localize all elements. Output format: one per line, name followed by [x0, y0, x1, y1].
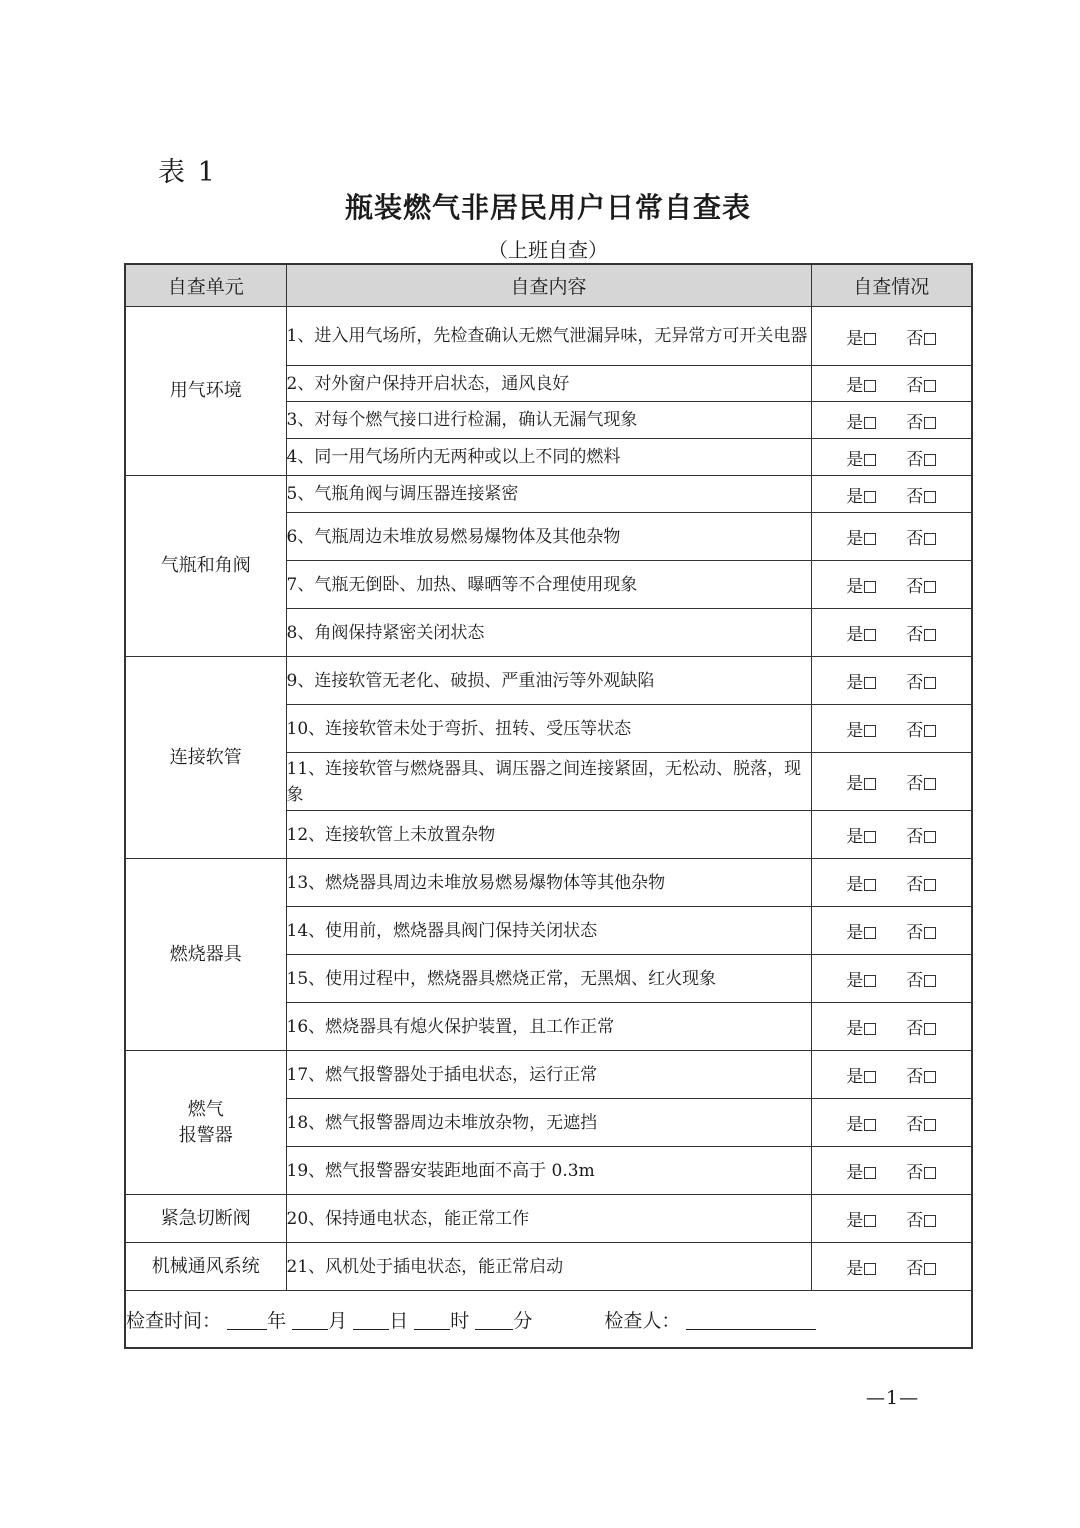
yes-label: 是: [846, 328, 864, 349]
item-text: 19、燃气报警器安装距地面不高于 0.3m: [286, 1147, 811, 1195]
day-blank[interactable]: [353, 1309, 389, 1330]
footer-row: [125, 1291, 972, 1349]
item-text: 5、气瓶角阀与调压器连接紧密: [286, 476, 811, 513]
no-checkbox[interactable]: [924, 1119, 936, 1131]
item-text: 14、使用前，燃烧器具阀门保持关闭状态: [286, 907, 811, 955]
item-text: 9、连接软管无老化、破损、严重油污等外观缺陷: [286, 657, 811, 705]
month-label: 月: [328, 1309, 348, 1332]
no-label: 否: [906, 1019, 924, 1039]
yes-label: 是: [846, 673, 864, 693]
year-blank[interactable]: [227, 1309, 267, 1330]
no-label: 否: [906, 1163, 924, 1183]
yes-label: 是: [846, 449, 864, 470]
yes-label: 是: [846, 412, 864, 433]
item-text: 10、连接软管未处于弯折、扭转、受压等状态: [286, 705, 811, 753]
yes-checkbox[interactable]: [864, 879, 876, 891]
self-check-table: [124, 263, 973, 1349]
minute-blank[interactable]: [475, 1309, 513, 1330]
no-checkbox[interactable]: [924, 831, 936, 843]
item-text: 17、燃气报警器处于插电状态，运行正常: [286, 1051, 811, 1099]
yes-checkbox[interactable]: [864, 533, 876, 545]
document-subtitle: （上班自查）: [488, 238, 608, 262]
no-checkbox[interactable]: [924, 725, 936, 737]
yes-checkbox[interactable]: [864, 1119, 876, 1131]
yes-label: 是: [846, 721, 864, 741]
yes-label: 是: [846, 774, 864, 794]
no-checkbox[interactable]: [924, 581, 936, 593]
no-label: 否: [906, 486, 924, 507]
yes-checkbox[interactable]: [864, 380, 876, 392]
item-text: 11、连接软管与燃烧器具、调压器之间连接紧固，无松动、脱落，现象: [286, 753, 811, 811]
yes-checkbox[interactable]: [864, 725, 876, 737]
yes-label: 是: [846, 827, 864, 847]
no-label: 否: [906, 827, 924, 847]
no-label: 否: [906, 923, 924, 943]
yes-label: 是: [846, 1259, 864, 1279]
item-text: 8、角阀保持紧密关闭状态: [286, 609, 811, 657]
yes-checkbox[interactable]: [864, 1023, 876, 1035]
item-text: 2、对外窗户保持开启状态，通风良好: [286, 366, 811, 402]
yes-label: 是: [846, 923, 864, 943]
yes-checkbox[interactable]: [864, 333, 876, 345]
item-text: 7、气瓶无倒卧、加热、曝晒等不合理使用现象: [286, 561, 811, 609]
unit-cell: 机械通风系统: [125, 1243, 286, 1291]
no-checkbox[interactable]: [924, 975, 936, 987]
item-text: 21、风机处于插电状态，能正常启动: [286, 1243, 811, 1291]
inspector-label: 检查人：: [604, 1309, 681, 1332]
no-label: 否: [906, 1259, 924, 1279]
yes-checkbox[interactable]: [864, 1263, 876, 1275]
yes-label: 是: [846, 1115, 864, 1135]
no-label: 否: [906, 625, 924, 645]
unit-cell: 连接软管: [125, 657, 286, 859]
header-content: 自查内容: [286, 264, 811, 307]
yes-label: 是: [846, 376, 864, 396]
day-label: 日: [389, 1309, 409, 1332]
no-checkbox[interactable]: [924, 1167, 936, 1179]
no-label: 否: [906, 376, 924, 396]
no-checkbox[interactable]: [924, 380, 936, 392]
unit-cell: [125, 1051, 286, 1195]
item-text: 1、进入用气场所，先检查确认无燃气泄漏异味，无异常方可开关电器: [286, 307, 811, 366]
item-text: 6、气瓶周边未堆放易燃易爆物体及其他杂物: [286, 513, 811, 561]
yes-checkbox[interactable]: [864, 1215, 876, 1227]
item-text: 4、同一用气场所内无两种或以上不同的燃料: [286, 439, 811, 476]
no-label: 否: [906, 774, 924, 794]
header-status: 自查情况: [811, 264, 972, 307]
yes-checkbox[interactable]: [864, 454, 876, 466]
yes-label: 是: [846, 971, 864, 991]
no-checkbox[interactable]: [924, 1071, 936, 1083]
yes-checkbox[interactable]: [864, 975, 876, 987]
no-label: 否: [906, 412, 924, 433]
no-label: 否: [906, 1115, 924, 1135]
year-label: 年: [267, 1309, 287, 1332]
yes-label: 是: [846, 1019, 864, 1039]
yes-checkbox[interactable]: [864, 629, 876, 641]
no-label: 否: [906, 529, 924, 549]
yes-label: 是: [846, 875, 864, 895]
table-label: 表 1: [158, 157, 217, 188]
yes-label: 是: [846, 1211, 864, 1231]
no-checkbox[interactable]: [924, 629, 936, 641]
no-checkbox[interactable]: [924, 927, 936, 939]
no-checkbox[interactable]: [924, 491, 936, 503]
header-row: [125, 264, 972, 307]
unit-line: 报警器: [178, 1124, 233, 1146]
yes-label: 是: [846, 1067, 864, 1087]
item-text: 3、对每个燃气接口进行检漏，确认无漏气现象: [286, 402, 811, 439]
item-text: 16、燃烧器具有熄火保护装置，且工作正常: [286, 1003, 811, 1051]
no-checkbox[interactable]: [924, 1263, 936, 1275]
item-text: 13、燃烧器具周边未堆放易燃易爆物体等其他杂物: [286, 859, 811, 907]
yes-label: 是: [846, 486, 864, 507]
unit-cell: 燃烧器具: [125, 859, 286, 1051]
hour-label: 时: [450, 1309, 470, 1332]
no-label: 否: [906, 449, 924, 470]
yes-checkbox[interactable]: [864, 778, 876, 790]
yes-label: 是: [846, 1163, 864, 1183]
no-label: 否: [906, 875, 924, 895]
unit-cell: 用气环境: [125, 307, 286, 476]
month-blank[interactable]: [292, 1309, 328, 1330]
no-label: 否: [906, 971, 924, 991]
yes-checkbox[interactable]: [864, 677, 876, 689]
no-label: 否: [906, 577, 924, 597]
no-label: 否: [906, 328, 924, 349]
unit-line: 燃气: [187, 1098, 224, 1120]
no-label: 否: [906, 1211, 924, 1231]
item-text: 15、使用过程中，燃烧器具燃烧正常，无黑烟、红火现象: [286, 955, 811, 1003]
no-checkbox[interactable]: [924, 879, 936, 891]
yes-checkbox[interactable]: [864, 581, 876, 593]
no-label: 否: [906, 673, 924, 693]
no-label: 否: [906, 1067, 924, 1087]
yes-label: 是: [846, 529, 864, 549]
no-checkbox[interactable]: [924, 778, 936, 790]
no-checkbox[interactable]: [924, 677, 936, 689]
minute-label: 分: [513, 1309, 533, 1332]
yes-label: 是: [846, 577, 864, 597]
header-unit: 自查单元: [125, 264, 286, 307]
yes-checkbox[interactable]: [864, 1071, 876, 1083]
yes-checkbox[interactable]: [864, 831, 876, 843]
no-checkbox[interactable]: [924, 1023, 936, 1035]
yes-checkbox[interactable]: [864, 417, 876, 429]
item-text: 20、保持通电状态，能正常工作: [286, 1195, 811, 1243]
yes-checkbox[interactable]: [864, 491, 876, 503]
item-text: 12、连接软管上未放置杂物: [286, 811, 811, 859]
hour-blank[interactable]: [414, 1309, 450, 1330]
unit-cell: 紧急切断阀: [125, 1195, 286, 1243]
no-checkbox[interactable]: [924, 533, 936, 545]
document-title: 瓶装燃气非居民用户日常自查表: [344, 191, 751, 224]
no-label: 否: [906, 721, 924, 741]
inspector-blank[interactable]: [686, 1309, 816, 1330]
no-checkbox[interactable]: [924, 417, 936, 429]
no-checkbox[interactable]: [924, 454, 936, 466]
no-checkbox[interactable]: [924, 1215, 936, 1227]
yes-checkbox[interactable]: [864, 1167, 876, 1179]
unit-cell: 气瓶和角阀: [125, 476, 286, 657]
check-time-label: 检查时间：: [126, 1309, 222, 1332]
item-text: 18、燃气报警器周边未堆放杂物，无遮挡: [286, 1099, 811, 1147]
page-number: —1—: [866, 1387, 920, 1409]
no-checkbox[interactable]: [924, 333, 936, 345]
yes-checkbox[interactable]: [864, 927, 876, 939]
yes-label: 是: [846, 625, 864, 645]
